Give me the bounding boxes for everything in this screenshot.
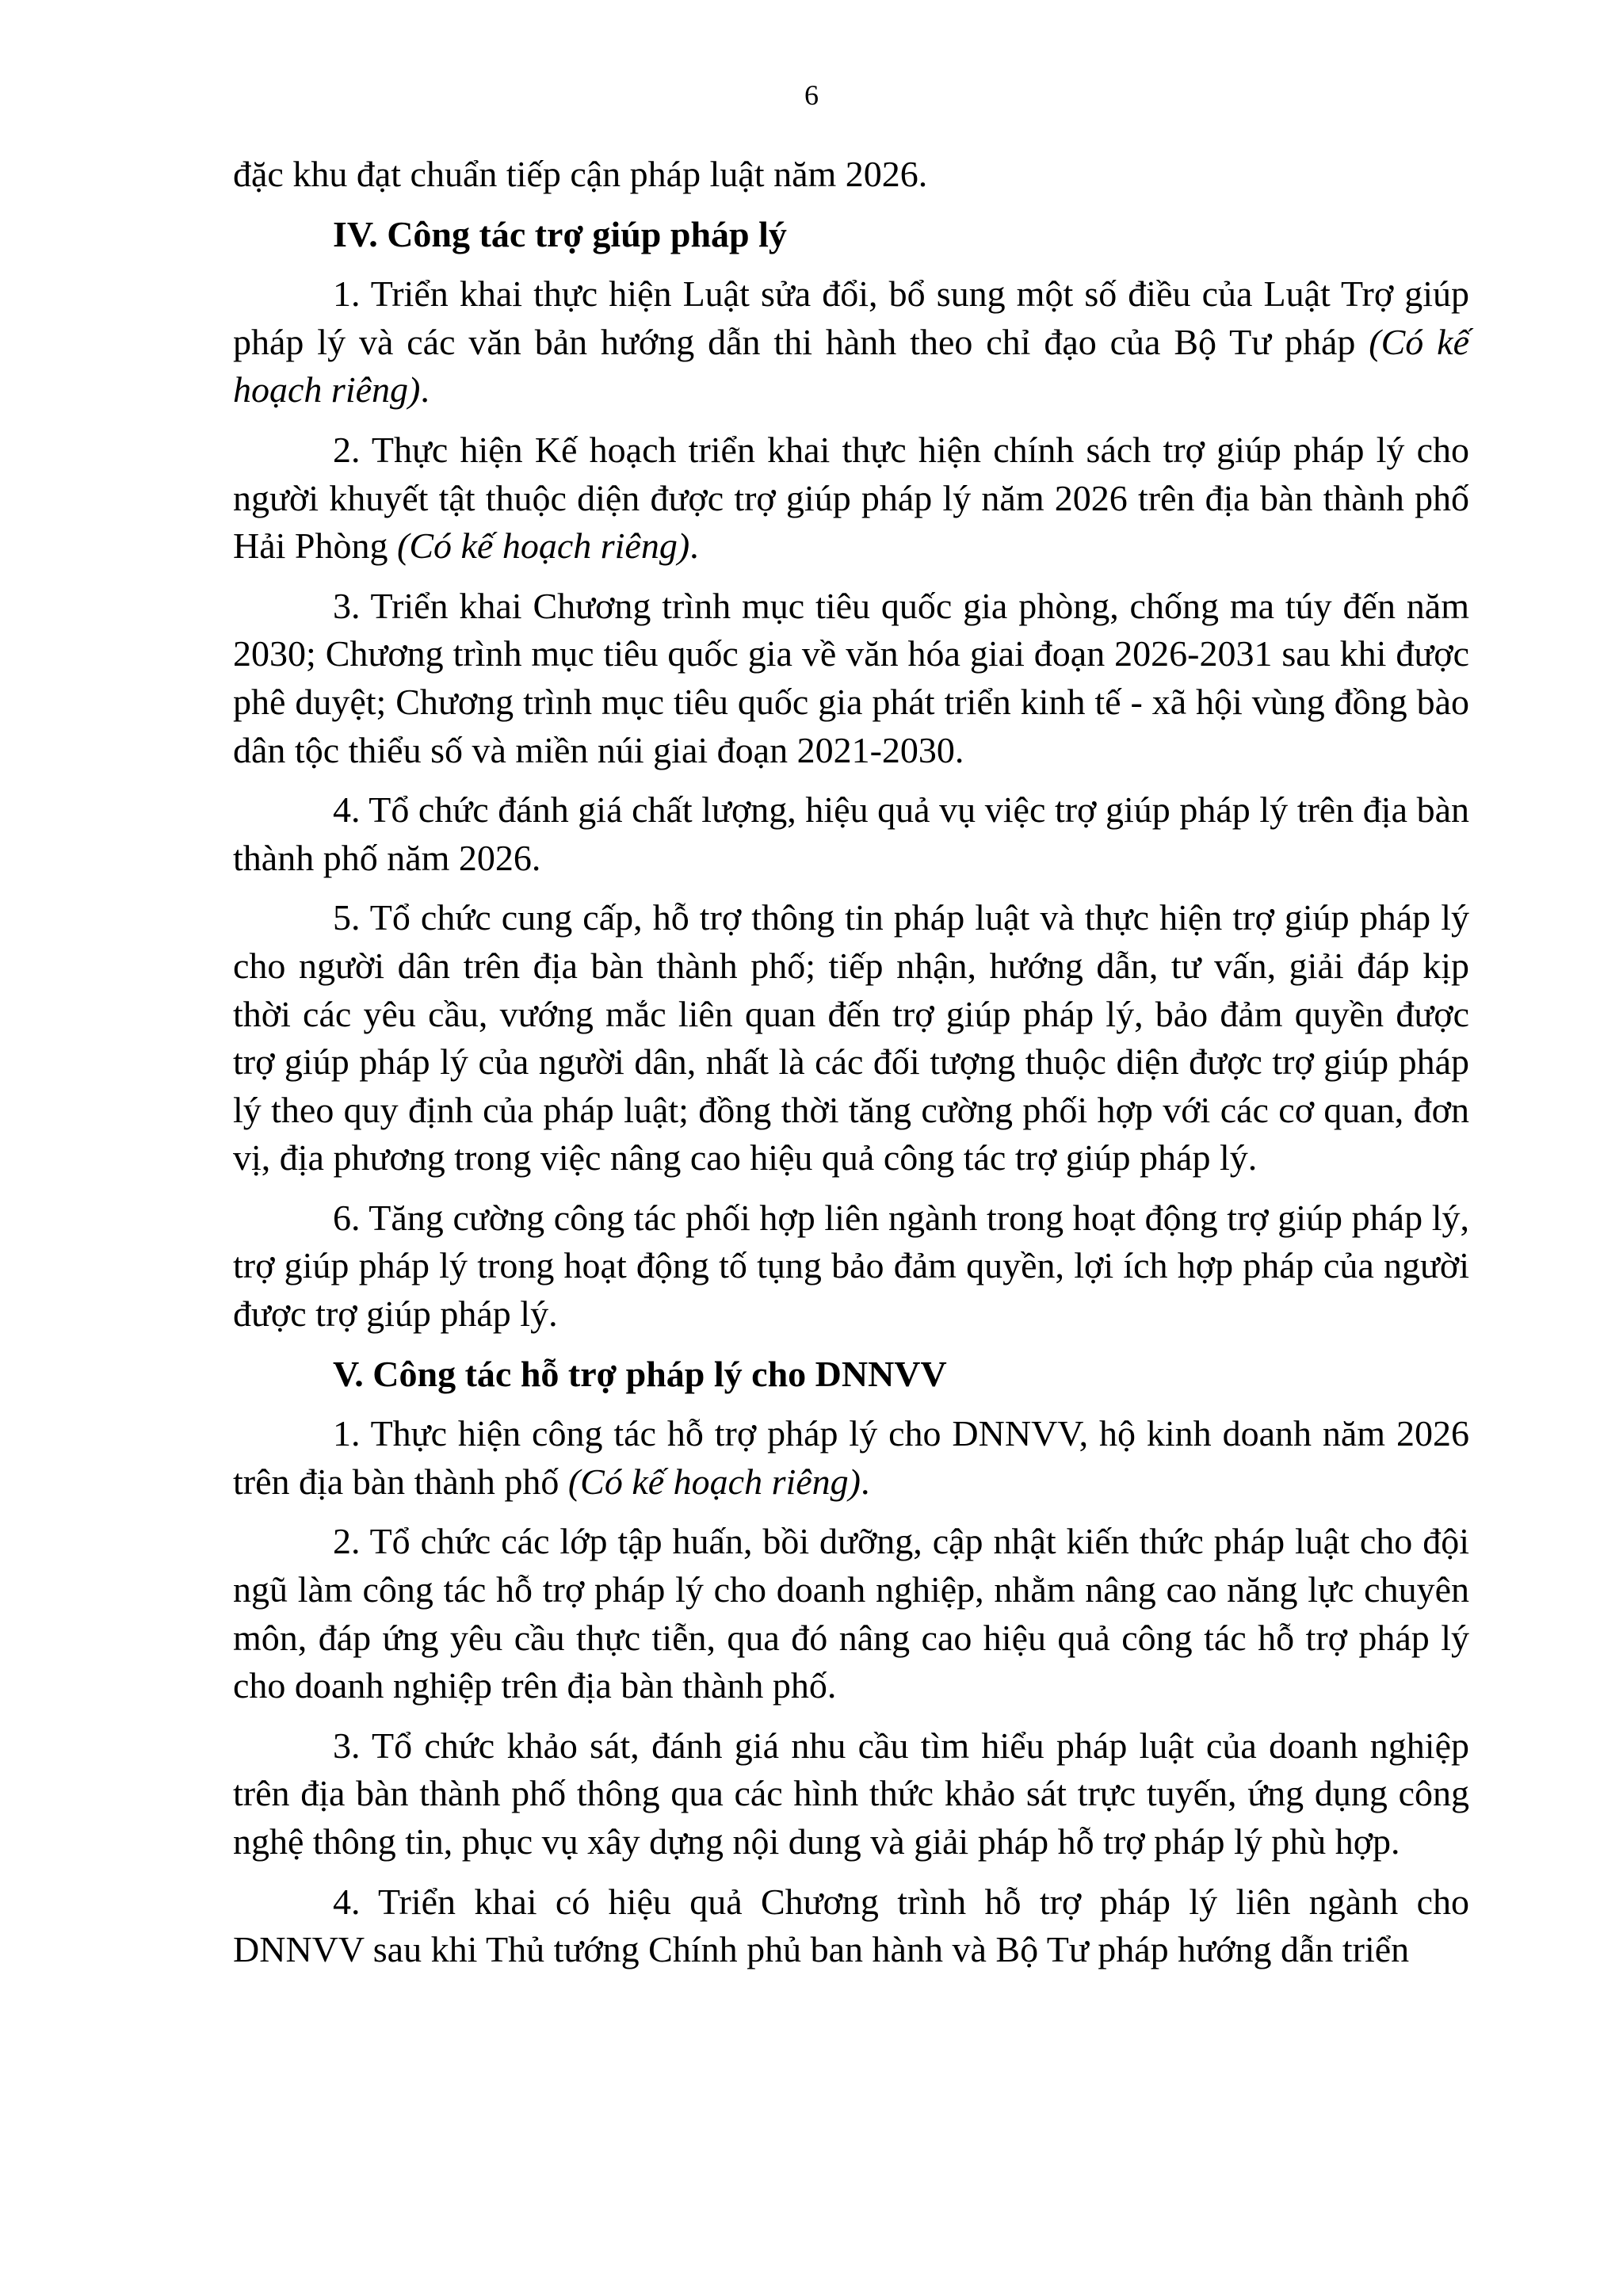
paragraph-tail: . <box>420 369 430 411</box>
paragraph-iv-2 <box>233 426 1469 571</box>
paragraph-tail: . <box>689 525 699 567</box>
paragraph-text: 3. Triển khai Chương trình mục tiêu quốc gia phòng, chống ma túy đến năm 2030; Chương trình mục tiêu quốc gia về văn hóa giai đoạn 2026-2031 sau khi được phê duyệt; Chương trình mục tiêu quốc gia phát triển kinh tế - xã hội vùng đồng bào dân tộc thiểu số và miền núi giai đoạn 2021-2030. <box>233 585 1469 770</box>
section-heading-v <box>233 1350 1469 1399</box>
paragraph-text: 1. Triển khai thực hiện Luật sửa đổi, bổ sung một số điều của Luật Trợ giúp pháp lý và các văn bản hướng dẫn thi hành theo chỉ đạo của Bộ Tư pháp <box>233 273 1469 362</box>
paragraph-iv-5 <box>233 894 1469 1182</box>
paragraph-iv-4 <box>233 786 1469 882</box>
paragraph-text: 6. Tăng cường công tác phối hợp liên ngành trong hoạt động trợ giúp pháp lý, trợ giúp pháp lý trong hoạt động tố tụng bảo đảm quyền, lợi ích hợp pháp của người được trợ giúp pháp lý. <box>233 1197 1469 1335</box>
paragraph-iv-6 <box>233 1194 1469 1339</box>
paragraph-v-3 <box>233 1722 1469 1866</box>
paragraph-note: (Có kế hoạch riêng) <box>233 321 1469 411</box>
paragraph-v-1 <box>233 1410 1469 1506</box>
paragraph-v-4 <box>233 1878 1469 1974</box>
paragraph-note: (Có kế hoạch riêng) <box>567 1461 861 1502</box>
paragraph-text: 4. Triển khai có hiệu quả Chương trình hỗ trợ pháp lý liên ngành cho DNNVV sau khi Thủ tướng Chính phủ ban hành và Bộ Tư pháp hướng dẫn triển <box>233 1881 1469 1970</box>
paragraph-note: (Có kế hoạch riêng) <box>397 525 690 567</box>
section-heading-iv <box>233 211 1469 259</box>
heading-text: V. Công tác hỗ trợ pháp lý cho DNNVV <box>333 1353 947 1394</box>
paragraph-iv-3 <box>233 583 1469 774</box>
page-number: 6 <box>804 79 819 111</box>
paragraph-v-2 <box>233 1518 1469 1710</box>
paragraph-tail: . <box>861 1461 870 1502</box>
paragraph-text: 2. Tổ chức các lớp tập huấn, bồi dưỡng, cập nhật kiến thức pháp luật cho đội ngũ làm công tác hỗ trợ pháp lý cho doanh nghiệp, nhằm nâng cao năng lực chuyên môn, đáp ứng yêu cầu thực tiễn, qua đó nâng cao hiệu quả công tác hỗ trợ pháp lý cho doanh nghiệp trên địa bàn thành phố. <box>233 1521 1469 1706</box>
paragraph-text: đặc khu đạt chuẩn tiếp cận pháp luật năm 2026. <box>233 154 928 194</box>
paragraph-text: 1. Thực hiện công tác hỗ trợ pháp lý cho DNNVV, hộ kinh doanh năm 2026 trên địa bàn thành phố <box>233 1413 1469 1502</box>
paragraph-text: 3. Tổ chức khảo sát, đánh giá nhu cầu tìm hiểu pháp luật của doanh nghiệp trên địa bàn thành phố thông qua các hình thức khảo sát trực tuyến, ứng dụng công nghệ thông tin, phục vụ xây dựng nội dung và giải pháp hỗ trợ pháp lý phù hợp. <box>233 1725 1469 1862</box>
paragraph-text: 5. Tổ chức cung cấp, hỗ trợ thông tin pháp luật và thực hiện trợ giúp pháp lý cho người dân trên địa bàn thành phố; tiếp nhận, hướng dẫn, tư vấn, giải đáp kịp thời các yêu cầu, vướng mắc liên quan đến trợ giúp pháp lý, bảo đảm quyền được trợ giúp pháp lý của người dân, nhất là các đối tượng thuộc diện được trợ giúp pháp lý theo quy định của pháp luật; đồng thời tăng cường phối hợp với các cơ quan, đơn vị, địa phương trong việc nâng cao hiệu quả công tác trợ giúp pháp lý. <box>233 897 1469 1179</box>
paragraph-iv-1 <box>233 270 1469 415</box>
heading-text: IV. Công tác trợ giúp pháp lý <box>333 213 787 254</box>
paragraph-text: 2. Thực hiện Kế hoạch triển khai thực hiện chính sách trợ giúp pháp lý cho người khuyết tật thuộc diện được trợ giúp pháp lý năm 2026 trên địa bàn thành phố Hải Phòng <box>233 429 1469 567</box>
document-body <box>233 151 1469 1986</box>
paragraph-text: 4. Tổ chức đánh giá chất lượng, hiệu quả vụ việc trợ giúp pháp lý trên địa bàn thành phố năm 2026. <box>233 789 1469 878</box>
paragraph-continuation <box>233 151 1469 199</box>
